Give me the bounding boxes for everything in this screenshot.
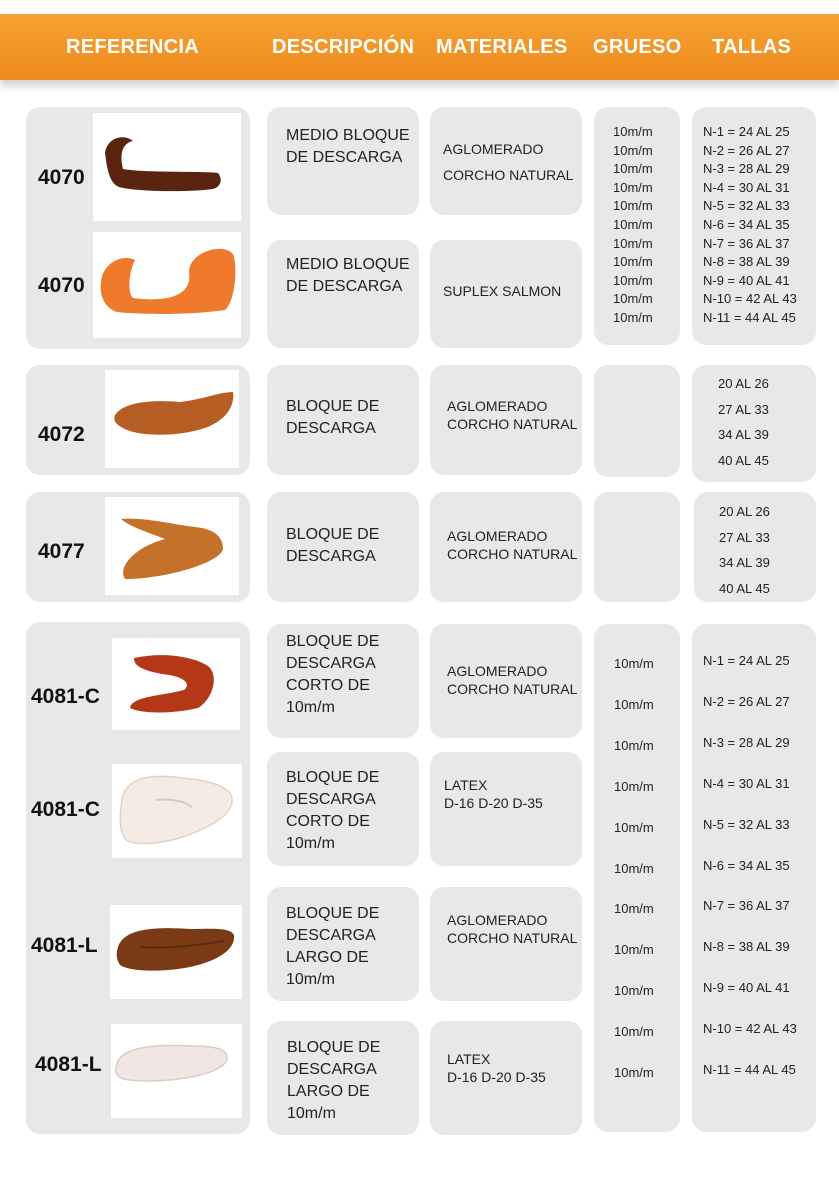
- size-range: N-2 = 26 AL 27: [703, 142, 790, 158]
- product-image: [110, 905, 242, 999]
- size-range: 34 AL 39: [719, 555, 770, 570]
- thickness-value: 10m/m: [614, 778, 654, 794]
- thickness-value: 10m/m: [613, 254, 653, 270]
- product-description: MEDIO BLOQUE DE DESCARGA: [286, 127, 410, 166]
- size-range: 40 AL 45: [719, 580, 770, 596]
- size-range: N-1 = 24 AL 25: [703, 124, 790, 139]
- product-material: LATEX D-16 D-20 D-35: [447, 1051, 546, 1085]
- header-grueso: GRUESO: [593, 36, 682, 58]
- thickness-value: 10m/m: [614, 819, 654, 835]
- product-ref: 4081-C: [31, 685, 100, 708]
- product-image: [105, 497, 239, 595]
- product-description: BLOQUE DE DESCARGA CORTO DE 10m/m: [286, 633, 380, 716]
- size-range: 20 AL 26: [718, 376, 769, 391]
- product-image: [93, 232, 241, 338]
- size-range: N-3 = 28 AL 29: [703, 734, 790, 750]
- size-range: N-5 = 32 AL 33: [703, 198, 790, 214]
- thickness-value: 10m/m: [613, 235, 653, 251]
- product-ref: 4081-L: [35, 1053, 102, 1076]
- size-range: N-6 = 34 AL 35: [703, 857, 790, 873]
- product-material: LATEX D-16 D-20 D-35: [444, 777, 543, 811]
- product-image: [112, 764, 242, 858]
- product-image: [93, 113, 241, 221]
- size-range: 27 AL 33: [718, 401, 769, 417]
- thickness-value: 10m/m: [613, 179, 653, 195]
- size-range: 27 AL 33: [719, 529, 770, 545]
- size-range: N-4 = 30 AL 31: [703, 775, 790, 791]
- header-bar: [0, 14, 839, 80]
- header-tallas: TALLAS: [712, 36, 792, 58]
- thickness-value: 10m/m: [613, 291, 653, 307]
- product-ref: 4072: [38, 423, 85, 446]
- product-description: BLOQUE DE DESCARGA CORTO DE 10m/m: [286, 769, 380, 852]
- grueso-cell: [594, 492, 680, 602]
- size-range: N-7 = 36 AL 37: [703, 898, 790, 914]
- product-material: AGLOMERADO CORCHO NATURAL: [447, 528, 578, 562]
- size-range: 34 AL 39: [718, 427, 769, 442]
- size-range: N-8 = 38 AL 39: [703, 939, 790, 955]
- thickness-value: 10m/m: [614, 1024, 654, 1040]
- product-description: MEDIO BLOQUE DE DESCARGA: [286, 256, 410, 295]
- size-range: N-8 = 38 AL 39: [703, 254, 790, 270]
- product-material: AGLOMERADO CORCHO NATURAL: [443, 141, 574, 183]
- size-range: N-9 = 40 AL 41: [703, 980, 790, 996]
- size-range: N-4 = 30 AL 31: [703, 179, 790, 195]
- thickness-value: 10m/m: [614, 901, 654, 917]
- size-range: N-11 = 44 AL 45: [703, 310, 796, 325]
- thickness-value: 10m/m: [614, 1065, 654, 1080]
- product-ref: 4081-C: [31, 798, 100, 821]
- thickness-value: 10m/m: [614, 942, 654, 958]
- thickness-value: 10m/m: [613, 142, 653, 158]
- size-range: 40 AL 45: [718, 452, 769, 468]
- product-description: BLOQUE DE DESCARGA LARGO DE 10m/m: [287, 1039, 381, 1122]
- header-referencia: REFERENCIA: [66, 36, 200, 58]
- product-material: AGLOMERADO CORCHO NATURAL: [447, 398, 578, 432]
- thickness-value: 10m/m: [613, 161, 653, 177]
- size-range: N-10 = 42 AL 43: [703, 291, 797, 307]
- product-material: AGLOMERADO CORCHO NATURAL: [447, 663, 578, 697]
- product-material: SUPLEX SALMON: [443, 283, 562, 299]
- size-range: N-3 = 28 AL 29: [703, 161, 790, 177]
- product-ref: 4070: [38, 166, 85, 189]
- product-ref: 4077: [38, 540, 85, 563]
- thickness-value: 10m/m: [613, 217, 653, 232]
- thickness-value: 10m/m: [614, 983, 654, 999]
- size-range: N-7 = 36 AL 37: [703, 235, 790, 251]
- size-range: N-6 = 34 AL 35: [703, 217, 790, 232]
- product-ref: 4081-L: [31, 934, 98, 957]
- thickness-value: 10m/m: [614, 656, 654, 671]
- product-image: [105, 370, 239, 468]
- size-range: N-10 = 42 AL 43: [703, 1021, 797, 1037]
- thickness-value: 10m/m: [614, 696, 654, 712]
- product-image: [112, 638, 240, 730]
- size-range: N-9 = 40 AL 41: [703, 272, 790, 288]
- size-range: N-11 = 44 AL 45: [703, 1062, 796, 1077]
- header-descripcion: DESCRIPCIÓN: [272, 36, 415, 58]
- thickness-value: 10m/m: [613, 124, 653, 139]
- thickness-value: 10m/m: [613, 310, 653, 325]
- product-description: BLOQUE DE DESCARGA: [286, 398, 380, 437]
- thickness-value: 10m/m: [613, 272, 653, 288]
- product-image: [111, 1024, 242, 1118]
- header-materiales: MATERIALES: [436, 36, 568, 58]
- grueso-cell: [594, 365, 680, 477]
- size-range: N-2 = 26 AL 27: [703, 693, 790, 709]
- thickness-value: 10m/m: [613, 198, 653, 214]
- product-material: AGLOMERADO CORCHO NATURAL: [447, 912, 578, 946]
- product-description: BLOQUE DE DESCARGA: [286, 526, 380, 565]
- size-range: N-1 = 24 AL 25: [703, 653, 790, 668]
- product-ref: 4070: [38, 274, 85, 297]
- size-range: 20 AL 26: [719, 504, 770, 519]
- product-description: BLOQUE DE DESCARGA LARGO DE 10m/m: [286, 905, 380, 988]
- thickness-value: 10m/m: [614, 737, 654, 753]
- size-range: N-5 = 32 AL 33: [703, 816, 790, 832]
- thickness-value: 10m/m: [614, 860, 654, 876]
